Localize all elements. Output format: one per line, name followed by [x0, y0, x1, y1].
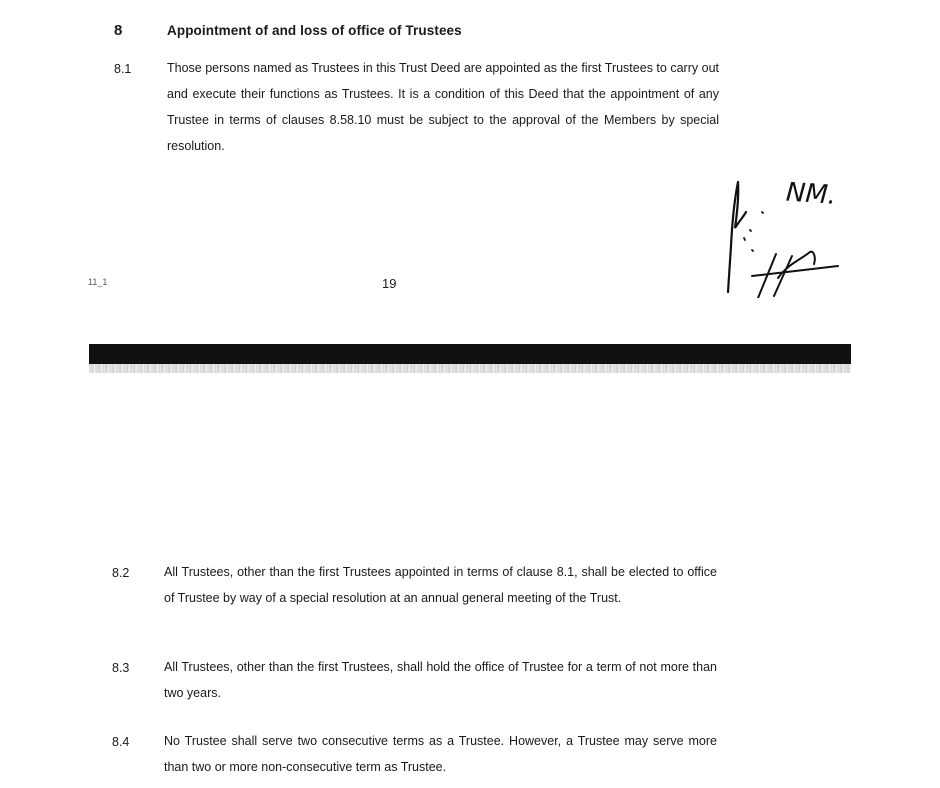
signature-initials: NM. — [785, 177, 838, 211]
scan-page-divider — [89, 344, 851, 364]
signature-dots — [744, 212, 763, 251]
clause-text: Those persons named as Trustees in this Trust Deed are appointed as the first Trustees to carry out and execute their functions as Trustees. It is a condition of this Deed that the appointment of any Trustee in terms of clauses 8.58.10 must be subject to the approval of the Members by special resolution. — [167, 61, 719, 153]
clause-text: All Trustees, other than the first Trustees, shall hold the office of Trustee for a term of not more than two years. — [164, 660, 717, 700]
signature-long-stroke — [728, 182, 746, 292]
clause-number: 8.2 — [112, 566, 130, 580]
handwritten-signature — [718, 168, 858, 298]
section-heading-number: 8 — [114, 22, 123, 39]
page-number: 19 — [382, 276, 397, 291]
clause-number: 8.4 — [112, 735, 130, 749]
clause-number: 8.3 — [112, 661, 130, 675]
scan-noise-strip — [89, 364, 851, 373]
signature-scribble — [752, 252, 838, 298]
clause-number: 8.1 — [114, 62, 132, 76]
section-heading-title: Appointment of and loss of office of Trustees — [167, 23, 462, 38]
clause-text: All Trustees, other than the first Trustees appointed in terms of clause 8.1, shall be elected to office of Trustee by way of a special resolution at an annual general meeting of the Trust. — [164, 565, 717, 605]
clause-text: No Trustee shall serve two consecutive terms as a Trustee. However, a Trustee may serve more than two or more non-consecutive term as Trustee. — [164, 734, 717, 774]
footer-code: 11_1 — [88, 277, 108, 287]
